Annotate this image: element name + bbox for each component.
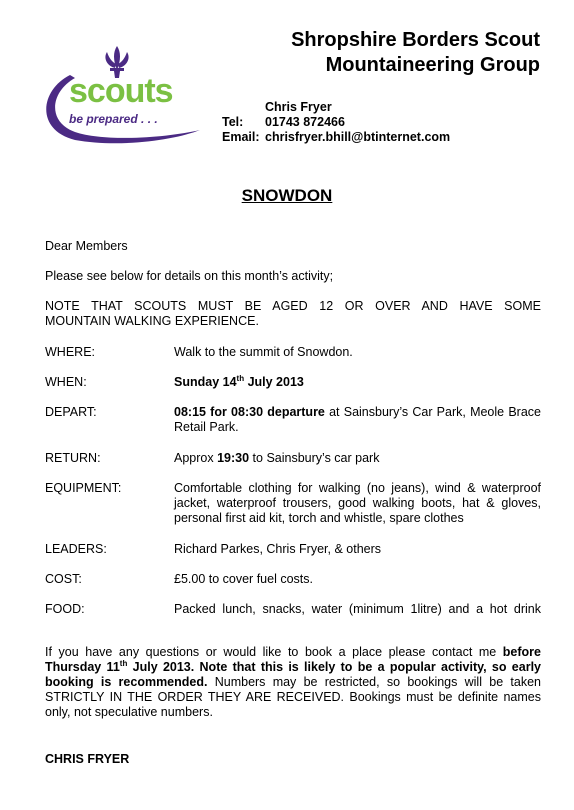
equipment-value: Comfortable clothing for walking (no jeans), wind & waterproof jacket, waterproof trousers, good walking boots, hat & gloves, personal first aid kit, torch and whistle, spare clothes [174, 481, 541, 525]
tel-value: 01743 872466 [265, 115, 345, 129]
leaders-label: LEADERS: [45, 542, 107, 556]
tel-label: Tel: [222, 115, 244, 129]
note-line-2: MOUNTAIN WALKING EXPERIENCE. [45, 314, 259, 328]
food-value: Packed lunch, snacks, water (minimum 1litre) and a hot drink [174, 602, 541, 616]
contact-block [222, 100, 450, 145]
cost-label: COST: [45, 572, 82, 586]
contact-name: Chris Fryer [265, 100, 332, 114]
equipment-label: EQUIPMENT: [45, 481, 122, 495]
salutation: Dear Members [45, 239, 128, 253]
leaders-value: Richard Parkes, Chris Fryer, & others [174, 542, 382, 556]
org-name-line2: Mountaineering Group [325, 54, 540, 76]
return-label: RETURN: [45, 451, 101, 465]
intro-text: Please see below for details on this month’s activity; [45, 269, 334, 283]
logo-tagline: be prepared . . . [69, 112, 158, 126]
signature: CHRIS FRYER [45, 752, 130, 766]
org-name [291, 28, 540, 78]
scouts-logo [35, 40, 210, 150]
depart-value: 08:15 for 08:30 departure at Sainsbury’s Car Park, Meole Brace Retail Park. [174, 405, 541, 434]
document-title: SNOWDON [241, 186, 333, 205]
note-line-1: NOTE THAT SCOUTS MUST BE AGED 12 OR OVER AND HAVE SOME [45, 299, 541, 313]
email-value: chrisfryer.bhill@btinternet.com [265, 130, 451, 144]
logo-wordmark: scouts [69, 72, 173, 110]
email-label: Email: [222, 130, 260, 144]
when-label: WHEN: [45, 375, 87, 389]
footer-paragraph: If you have any questions or would like to book a place please contact me before Thursday 11th July 2013. Note that this is likely to be a popular activity, so early booking is recommended. Numbers may be restricted, so bookings will be taken STRICTLY IN THE ORDER THEY ARE RECEIVED. Bookings must be definite names only, not speculative numbers. [45, 645, 541, 719]
depart-label: DEPART: [45, 405, 97, 419]
return-value: Approx 19:30 to Sainsbury’s car park [174, 451, 380, 465]
org-name-line1: Shropshire Borders Scout [291, 29, 540, 51]
cost-value: £5.00 to cover fuel costs. [174, 572, 313, 586]
where-value: Walk to the summit of Snowdon. [174, 345, 353, 359]
where-label: WHERE: [45, 345, 95, 359]
food-label: FOOD: [45, 602, 85, 616]
when-value: Sunday 14th July 2013 [174, 373, 304, 389]
